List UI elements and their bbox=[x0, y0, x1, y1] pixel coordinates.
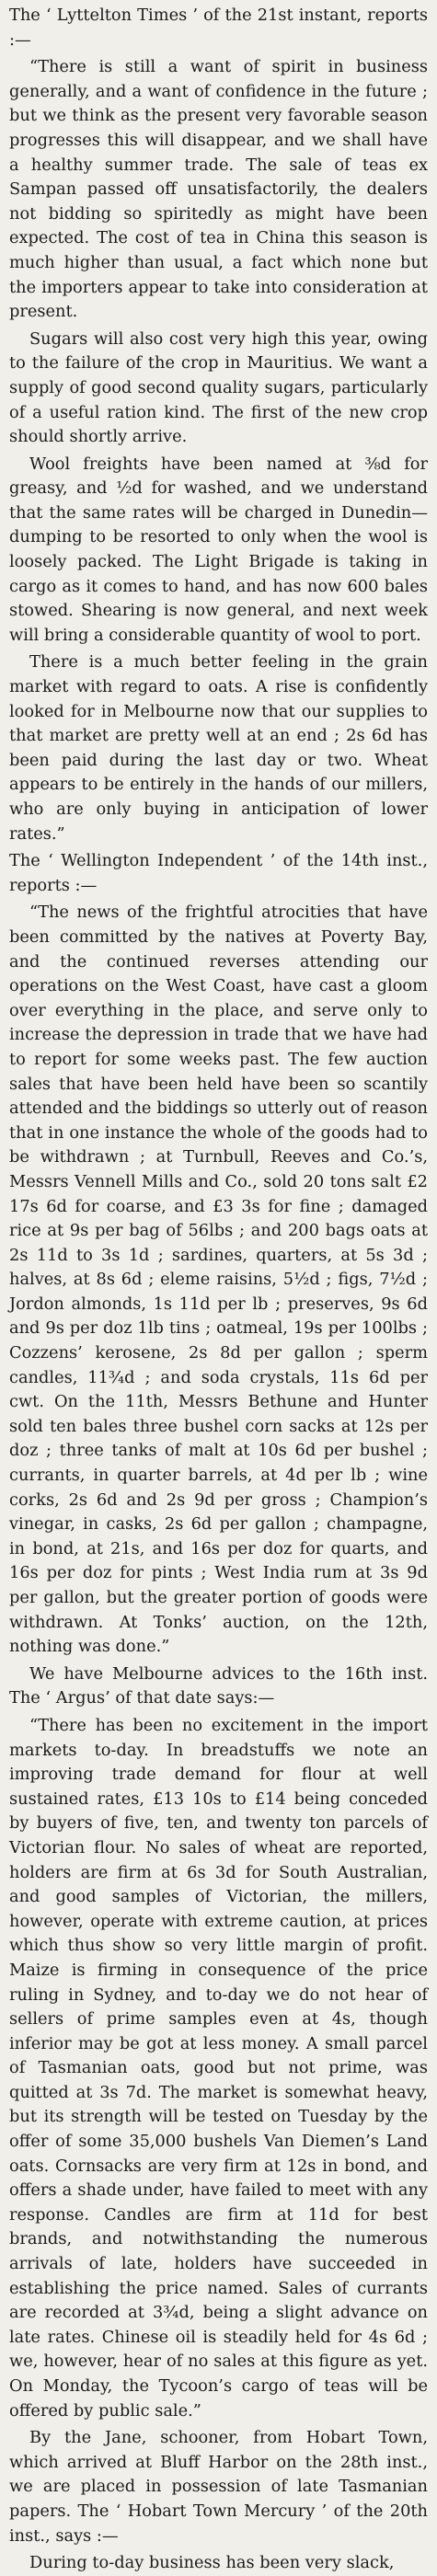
argus-report: “There has been no excitement in the import markets to-day. In breadstuffs we note an improving trade demand for flour at well sustained rates, £13 10s to £14 being conceded by buyers of five, ten, and twenty ton parcels of Victorian flour. No sales of wheat are reported, holders are firm at 6s 3d for South Australian, and good samples of Victorian, the millers, however, operate with extreme caution, at prices which thus show so very little margin of profit. Maize is firming in consequence of the price ruling in Sydney, and to-day we do not hear of sellers of prime samples even at 4s, though inferior may be got at less money. A small parcel of Tasmanian oats, good but not prime, was quitted at 3s 7d. The market is somewhat heavy, but its strength will be tested on Tuesday by the offer of some 35,000 bushels Van Diemen’s Land oats. Cornsacks are very firm at 12s in bond, and offers a shade under, have failed to meet with any response. Candles are firm at 11d for best brands, and notwithstanding the numerous arrivals of late, holders have succeeded in establishing the price named. Sales of currants are recorded at 3¾d, being a slight advance on late rates. Chinese oil is steadily held for 4s 6d ; we, however, hear of no sales at this figure as yet. On Monday, the Tycoon’s cargo of teas will be offered by public sale.” bbox=[9, 1715, 428, 2421]
wellington-independent-intro: The ‘ Wellington Independent ’ of the 14th inst., reports :— bbox=[9, 851, 428, 895]
hobart-town-intro: By the Jane, schooner, from Hobart Town, which arrived at Bluff Harbor on the 28th inst., we are placed in possession of late Tasmanian papers. The ‘ Hobart Town Mercury ’ of the 20th inst., says :— bbox=[9, 2428, 428, 2546]
lyttelton-report-wool: Wool freights have been named at ⅜d for greasy, and ½d for washed, and we understand that the same rates will be charged in Dunedin— dumping to be resorted to only when the wool is loosely packed. The Light Brigade is taking in cargo as it comes to hand, and has now 600 bales stowed. Shearing is now general, and next week will bring a considerable quantity of wool to port. bbox=[9, 454, 428, 645]
lyttelton-report-sugars: Sugars will also cost very high this year, owing to the failure of the crop in Mauritius. We want a supply of good second quality sugars, particularly of a useful ration kind. The first of the new crop should shortly arrive. bbox=[9, 328, 428, 447]
lyttelton-report-business: “There is still a want of spirit in business generally, and a want of confidence in the future ; but we think as the present very favorable season progresses this will disappear, and we shall have a healthy summer trade. The sale of teas ex Sampan passed off unsatisfactorily, the dealers not bidding so spiritedly as might have been expected. The cost of tea in China this season is much higher than usual, a fact which none but the importers appear to take into consideration at present. bbox=[9, 57, 428, 322]
lyttelton-report-grain: There is a much better feeling in the grain market with regard to oats. A rise is confidently looked for in Melbourne now that our supplies to that market are pretty well at an end ; 2s 6d has been paid during the last day or two. Wheat appears to be entirely in the hands of our millers, who are only buying in anticipation of lower rates.” bbox=[9, 652, 428, 844]
wellington-report: “The news of the frightful atrocities that have been committed by the natives at Poverty Bay, and the continued reverses attending our operations on the West Coast, have cast a gloom over everything in the place, and serve only to increase the depression in trade that we have had to report for some weeks past. The few auction sales that have been held have been so scantily attended and the biddings so utterly out of reason that in one instance the whole of the goods had to be withdrawn ; at Turnbull, Reeves and Co.’s, Messrs Vennell Mills and Co., sold 20 tons salt £2 17s 6d for coarse, and £3 3s for fine ; damaged rice at 9s per bag of 56lbs ; and 200 bags oats at 2s 11d to 3s 1d ; sardines, quarters, at 5s 3d ; halves, at 8s 6d ; eleme raisins, 5½d ; figs, 7½d ; Jordon almonds, 1s 11d per lb ; preserves, 9s 6d and 9s per doz 1lb tins ; oatmeal, 19s per 100lbs ; Cozzens’ kerosene, 2s 8d per gallon ; sperm candles, 11¾d ; and soda crystals, 11s 6d per cwt. On the 11th, Messrs Bethune and Hunter sold ten bales three bushel corn sacks at 12s per doz ; three tanks of malt at 10s 6d per bushel ; currants, in quarter barrels, at 4d per lb ; wine corks, 2s 6d and 2s 9d per gross ; Champion’s vinegar, in casks, 2s 6d per gallon ; champagne, in bond, at 21s, and 16s per doz for quarts, and 16s per doz for pints ; West India rum at 3s 9d per gallon, but the greater portion of goods were withdrawn. At Tonks’ auction, on the 12th, nothing was done.” bbox=[9, 903, 428, 1657]
hobart-mercury-report: During to-day business has been very slack, bbox=[29, 2553, 395, 2573]
lyttelton-times-intro: The ‘ Lyttelton Times ’ of the 21st instant, reports :— bbox=[9, 6, 428, 50]
melbourne-advices-intro: We have Melbourne advices to the 16th inst. The ‘ Argus’ of that date says:— bbox=[9, 1663, 428, 1708]
